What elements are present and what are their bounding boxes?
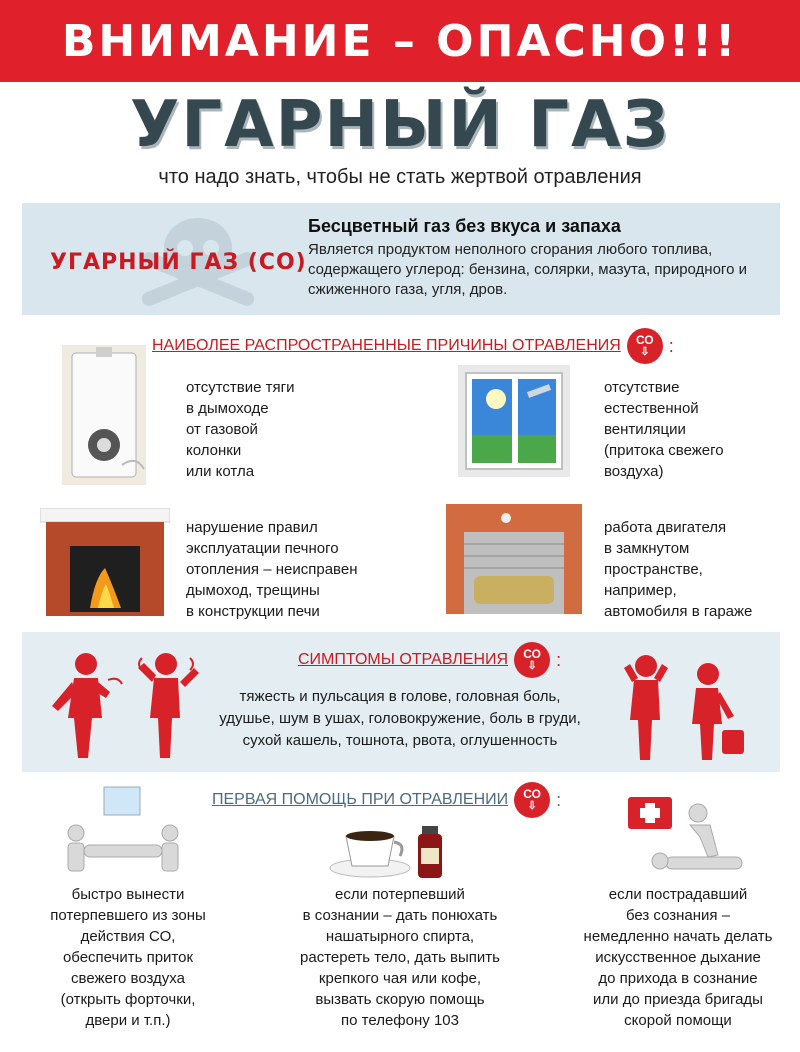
first-aid-text-evacuate: быстро вынести потерпевшего из зоны действия СО, обеспечить приток свежего воздуха (открыть форточки, двери и т.п.): [50, 886, 206, 1029]
causes-header: НАИБОЛЕЕ РАСПРОСТРАНЕННЫЕ ПРИЧИНЫ ОТРАВЛЕНИЯ СО ⇩ :: [152, 328, 674, 364]
window-icon: [458, 365, 570, 477]
co-badge: СО ⇩: [514, 782, 550, 818]
first-aid-text-unconscious: если пострадавший без сознания – немедленно начать делать искусственное дыхание до прихода в сознание или до приезда бригады скорой помощи: [583, 886, 773, 1029]
arrow-down-icon: ⇩: [640, 346, 650, 358]
page-title: УГАРНЫЙ ГАЗ: [129, 88, 671, 162]
gas-boiler-icon: [62, 345, 146, 485]
cause-text-stove: нарушение правил эксплуатации печного отопления – неисправен дымоход, трещины в конструкции печи: [186, 519, 358, 620]
co-badge: СО ⇩: [514, 642, 550, 678]
co-label: УГАРНЫЙ ГАЗ (СО): [50, 250, 307, 275]
garage-icon: [446, 504, 582, 614]
arrow-down-icon: ⇩: [527, 660, 537, 672]
page-subtitle: что надо знать, чтобы не стать жертвой отравления: [158, 166, 642, 188]
cause-text-garage: работа двигателя в замкнутом пространстве, например, автомобиля в гараже: [604, 519, 753, 620]
tea-and-ammonia-icon: [326, 822, 476, 880]
cause-text-window: отсутствие естественной вентиляции (притока свежего воздуха): [604, 379, 724, 480]
person-coughing-icon: [46, 650, 206, 760]
cause-text-boiler: отсутствие тяги в дымоходе от газовой колонки или котла: [186, 379, 295, 480]
first-aid-header: ПЕРВАЯ ПОМОЩЬ ПРИ ОТРАВЛЕНИИ СО ⇩ :: [212, 782, 561, 818]
first-aid-title: ПЕРВАЯ ПОМОЩЬ ПРИ ОТРАВЛЕНИИ: [212, 791, 509, 808]
cpr-first-aid-kit-icon: [626, 795, 746, 875]
symptoms-title: СИМПТОМЫ ОТРАВЛЕНИЯ: [298, 651, 509, 668]
definition-body: Является продуктом неполного сгорания любого топлива, содержащего углерод: бензина, солярки, мазута, природного и сжиженного газа, угля, дров.: [308, 241, 747, 298]
symptoms-text: тяжесть и пульсация в голове, головная боль, удушье, шум в ушах, головокружение, боль в груди, сухой кашель, тошнота, рвота, оглушенность: [219, 688, 581, 749]
carrying-victim-icon: [62, 785, 186, 875]
person-dizzy-icon: [616, 652, 750, 760]
warning-banner: [0, 0, 800, 82]
causes-title: НАИБОЛЕЕ РАСПРОСТРАНЕННЫЕ ПРИЧИНЫ ОТРАВЛЕНИЯ: [152, 337, 621, 354]
co-badge: СО ⇩: [627, 328, 663, 364]
first-aid-text-conscious: если потерпевший в сознании – дать понюхать нашатырного спирта, растереть тело, дать выпить крепкого чая или кофе, вызвать скорую помощь по телефону 103: [300, 886, 500, 1029]
banner-text: ВНИМАНИЕ – ОПАСНО!!!: [61, 15, 739, 67]
fireplace-icon: [40, 508, 170, 616]
definition-heading: Бесцветный газ без вкуса и запаха: [308, 216, 621, 236]
arrow-down-icon: ⇩: [527, 800, 537, 812]
symptoms-header: СИМПТОМЫ ОТРАВЛЕНИЯ СО ⇩ :: [298, 642, 561, 678]
